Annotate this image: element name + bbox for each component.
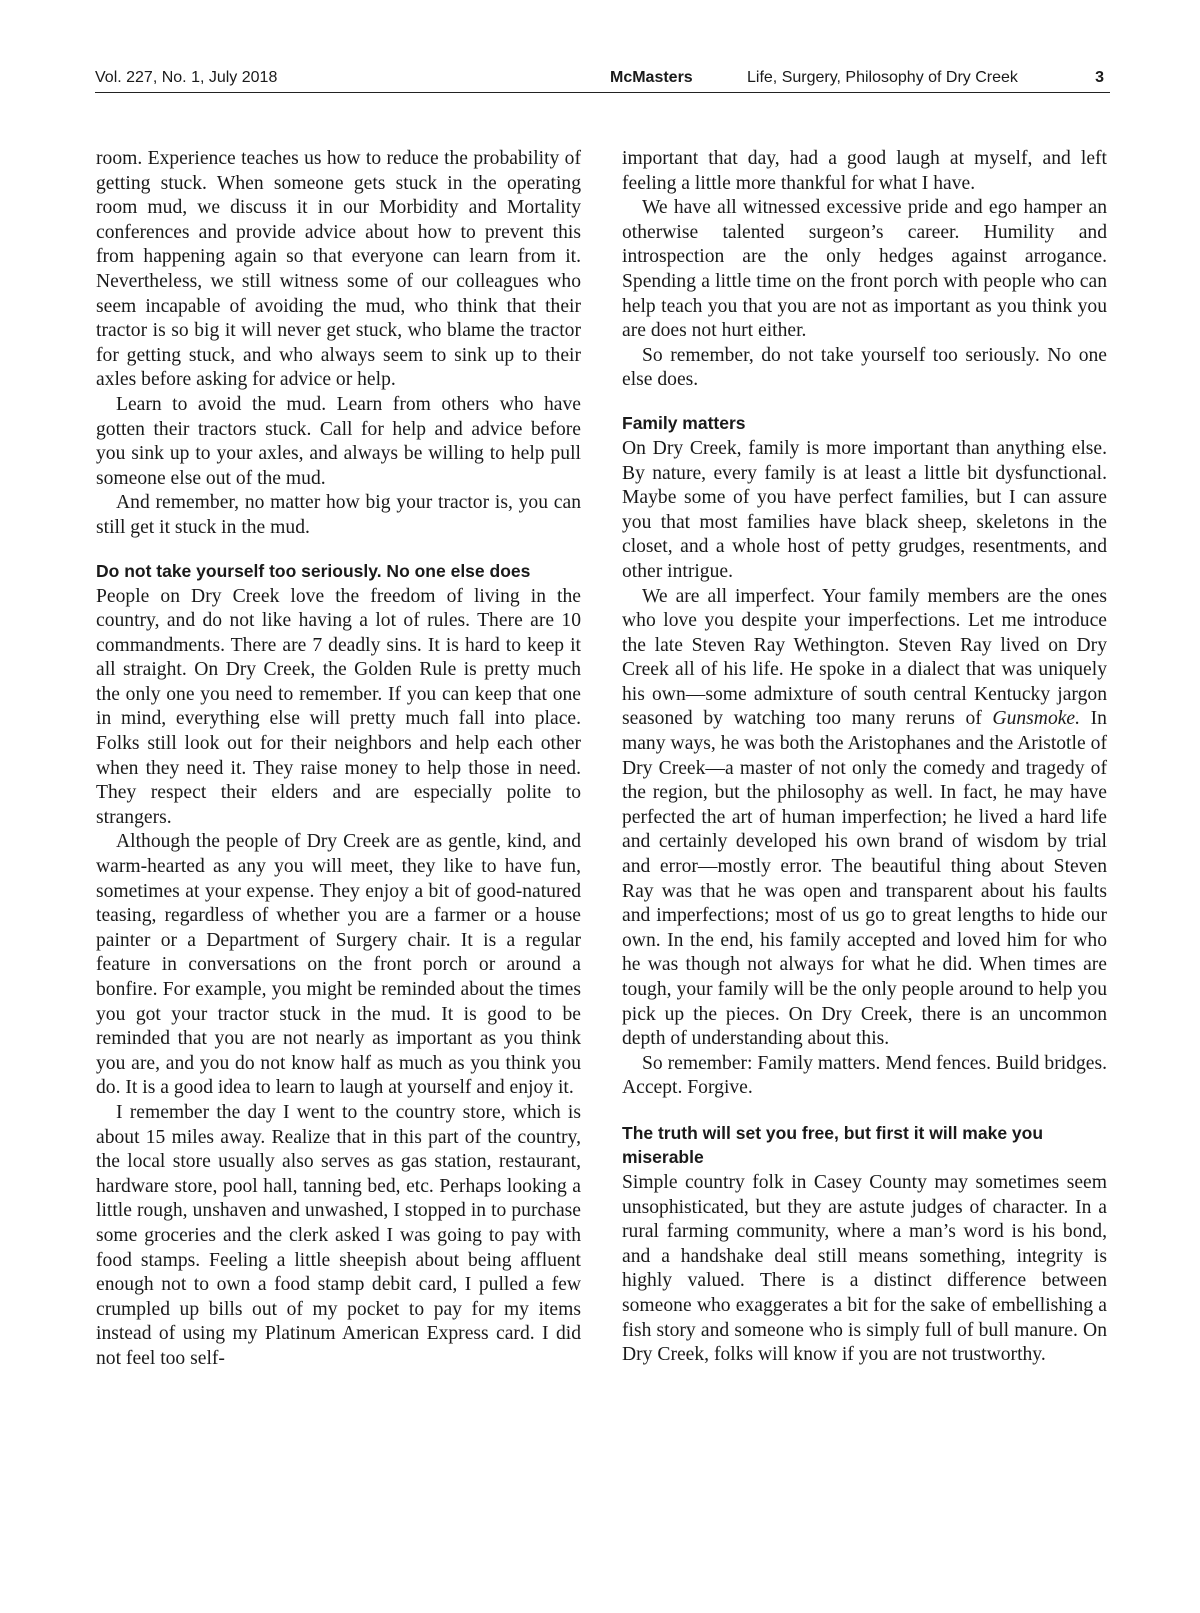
left-column bbox=[96, 147, 581, 1372]
paragraph: I remember the day I went to the country store, which is about 15 miles away. Realize that in this part of the country, the local store usually also serves as gas station, restaurant, hardware store, pool hall, tanning bed, etc. Perhaps looking a little rough, unshaven and unwashed, I stopped in to purchase some groceries and the clerk asked I was going to pay with food stamps. Feeling a little sheepish about being affluent enough not to own a food stamp debit card, I pulled a few crumpled up bills out of my pocket to pay for my items instead of using my Platinum American Express card. I did not feel too self- bbox=[96, 1101, 581, 1369]
section-heading: The truth will set you free, but first it will make you miserable bbox=[622, 1122, 1044, 1167]
paragraph: room. Experience teaches us how to reduce the probability of getting stuck. When someone gets stuck in the operating room mud, we discuss it in our Morbidity and Mortality conferences and provide advice about how to prevent this from happening again so that everyone can learn from it. Nevertheless, we still witness some of our colleagues who seem incapable of avoiding the mud, who think that their tractor is so big it will never get stuck, who blame the tractor for getting stuck, and who always seem to sink up to their axles before asking for advice or help. bbox=[96, 148, 581, 391]
running-title: Life, Surgery, Philosophy of Dry Creek bbox=[747, 69, 1018, 86]
running-header bbox=[95, 66, 1110, 93]
paragraph: Simple country folk in Casey County may sometimes seem unsophisticated, but they are astute judges of character. In a rural farming community, where a man’s word is his bond, and a handshake deal still means something, integrity is highly valued. There is a distinct difference between someone who exaggerates a bit for the sake of embellishing a fish story and someone who is simply full of bull manure. On Dry Creek, folks will know if you are not trustworthy. bbox=[622, 1171, 1107, 1366]
paragraph: And remember, no matter how big your tractor is, you can still get it stuck in the mud. bbox=[96, 492, 581, 538]
paragraph: People on Dry Creek love the freedom of living in the country, and do not like having a lot of rules. There are 10 commandments. There are 7 deadly sins. It is hard to keep it all straight. On Dry Creek, the Golden Rule is pretty much the only one you need to remember. If you can keep that one in mind, everything else will pretty much fall into place. Folks still look out for their neighbors and help each other when they need it. They raise money to help those in need. They respect their elders and are especially polite to strangers. bbox=[96, 585, 581, 828]
page-number: 3 bbox=[1095, 69, 1104, 86]
paragraph bbox=[622, 585, 1107, 1052]
right-column bbox=[622, 147, 1107, 1368]
paragraph: So remember, do not take yourself too seriously. No one else does. bbox=[622, 344, 1107, 391]
paragraph: We have all witnessed excessive pride and ego hamper an otherwise talented surgeon’s career. Humility and introspection are the only hedges against arrogance. Spending a little time on the front porch with people who can help teach you that you are not as important as you think you are does not hurt either. bbox=[622, 197, 1107, 342]
paragraph: Although the people of Dry Creek are as gentle, kind, and warm-hearted as any you will meet, they like to have fun, sometimes at your expense. They enjoy a bit of good-natured teasing, regardless of whether you are a farmer or a house painter or a Department of Surgery chair. It is a regular feature in conversations on the front porch or around a bonfire. For example, you might be reminded about the times you got your tractor stuck in the mud. It is good to be reminded that you are not nearly as important as you think you are, and you do not know half as much as you think you do. It is a good idea to learn to laugh at yourself and enjoy it. bbox=[96, 831, 581, 1099]
volume-info: Vol. 227, No. 1, July 2018 bbox=[95, 69, 278, 86]
paragraph: On Dry Creek, family is more important than anything else. By nature, every family is at least a little bit dysfunctional. Maybe some of you have perfect families, but I can assure you that most families have black sheep, skeletons in the closet, and a whole host of petty grudges, resentments, and other intrigue. bbox=[622, 437, 1107, 582]
paragraph: So remember: Family matters. Mend fences. Build bridges. Accept. Forgive. bbox=[622, 1052, 1107, 1099]
section-heading: Do not take yourself too seriously. No one else does bbox=[96, 560, 531, 581]
paragraph: important that day, had a good laugh at myself, and left feeling a little more thankful for what I have. bbox=[622, 148, 1107, 194]
paragraph-text: In many ways, he was both the Aristophanes and the Aristotle of Dry Creek—a master of not only the comedy and tragedy of the region, but the philosophy as well. In fact, he may have perfected the art of human imperfection; he lived a hard life and certainly developed his own brand of wisdom by trial and error—mostly error. The beautiful thing about Steven Ray was that he was open and transparent about his faults and imperfections; most of us go to great lengths to hide our own. In the end, his family accepted and loved him for who he was though not always for what he did. When times are tough, your family will be the only people around to help you pick up the pieces. On Dry Creek, there is an uncommon depth of understanding about this. bbox=[622, 708, 1107, 1050]
paragraph-text: We are all imperfect. Your family members are the ones who love you despite your imperfections. Let me introduce the late Steven Ray Wethington. Steven Ray lived on Dry Creek all of his life. He spoke in a dialect that was uniquely his own—some admixture of south central Kentucky jargon seasoned by watching too many reruns of bbox=[622, 585, 1107, 730]
running-author: McMasters bbox=[610, 69, 693, 86]
paragraph: Learn to avoid the mud. Learn from others who have gotten their tractors stuck. Call for help and advice before you sink up to your axles, and always be willing to help pull someone else out of the mud. bbox=[96, 393, 581, 489]
show-title: Gunsmoke. bbox=[992, 708, 1081, 730]
section-heading: Family matters bbox=[622, 412, 746, 433]
